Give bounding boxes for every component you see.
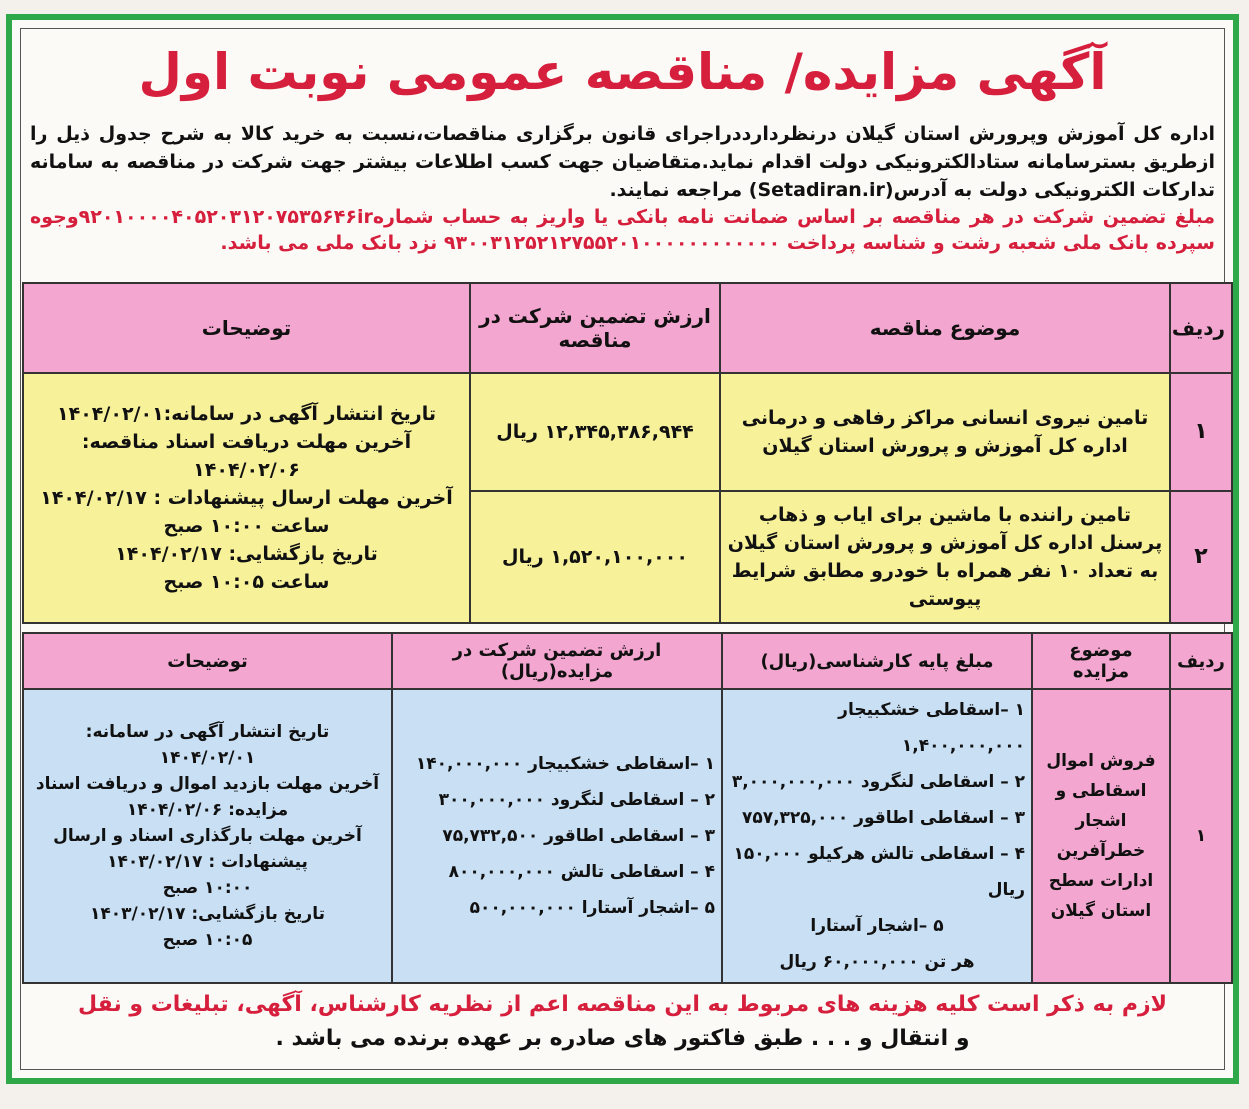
tender-header-row [23, 283, 1232, 373]
page-title: آگهی مزایده/ مناقصه عمومی نوبت اول [138, 43, 1107, 101]
auction-guarantee-line: ۵ –اشجار آستارا ۵۰۰,۰۰۰,۰۰۰ [469, 898, 715, 918]
auction-guarantee-line: ۱ –اسقاطی خشکبیجار ۱۴۰,۰۰۰,۰۰۰ [415, 754, 715, 774]
auction-note-line: ۱۰:۰۰ صبح [162, 878, 253, 898]
auction-guarantee-line: ۴ – اسقاطی تالش ۸۰۰,۰۰۰,۰۰۰ [448, 862, 715, 882]
auction-note-line: ۱۰:۰۵ صبح [162, 930, 253, 950]
auction-base-line: ۲ – اسقاطی لنگرود ۳,۰۰۰,۰۰۰,۰۰۰ [731, 772, 1025, 792]
tender-note-line: آخرین مهلت ارسال پیشنهادات : ۱۴۰۴/۰۲/۱۷ [40, 487, 453, 509]
auction-guarantee-cell [392, 689, 722, 983]
tender-note-line: ساعت ۱۰:۰۰ صبح [163, 515, 330, 537]
tender-table [22, 282, 1233, 624]
auction-note-line: تاریخ انتشار آگهی در سامانه: [85, 722, 330, 742]
tender-row-1-subject: تامین نیروی انسانی مراکز رفاهی و درمانی اداره کل آموزش و پرورش استان گیلان [720, 373, 1170, 491]
footer-note [26, 988, 1219, 1056]
table-row [23, 689, 1232, 983]
table-row [23, 373, 1232, 491]
auction-header-base: مبلغ پایه کارشناسی(ریال) [722, 633, 1032, 689]
footer-line-2: و انتقال و . . . طبق فاکتور های صادره بر عهده برنده می باشد . [275, 1026, 970, 1051]
deposit-paragraph: مبلغ تضمین شرکت در هر مناقصه بر اساس ضمانت نامه بانکی یا واریز به حساب شماره‌۹۲۰۱۰۰۰۰۴۰۵۲۰۳۱۲۰۷۵۳۵۶۴۶irوجوه سپرده بانک ملی شعبه رشت و شناسه پرداخت ۹۳۰۰۳۱۲۵۲۱۲۷۵۵۲۰۱۰۰۰۰۰۰۰۰۰۰۰۰ نزد بانک ملی می باشد. [30, 206, 1215, 254]
auction-guarantee-line: ۳ – اسقاطی اطاقور ۷۵,۷۳۲,۵۰۰ [442, 826, 715, 846]
tender-notes-cell [23, 373, 470, 623]
auction-note-line: تاریخ بازگشایی: ۱۴۰۳/۰۲/۱۷ [90, 904, 325, 924]
auction-notes-cell [23, 689, 392, 983]
tender-header-row-no: ردیف [1170, 283, 1232, 373]
tender-note-line: ساعت ۱۰:۰۵ صبح [163, 571, 330, 593]
tender-note-line: تاریخ انتشار آگهی در سامانه:۱۴۰۴/۰۲/۰۱ [57, 403, 436, 425]
auction-header-subject: موضوع مزایده [1032, 633, 1170, 689]
auction-base-line: ۳ – اسقاطی اطاقور ۷۵۷,۳۲۵,۰۰۰ [741, 808, 1025, 828]
tender-header-notes: توضیحات [23, 283, 470, 373]
auction-base-cell [722, 689, 1032, 983]
tender-row-2-guarantee: ۱,۵۲۰,۱۰۰,۰۰۰ ریال [470, 491, 720, 623]
auction-header-row [23, 633, 1232, 689]
auction-base-line: ۴ – اسقاطی تالش هرکیلو ۱۵۰,۰۰۰ ریال [733, 844, 1025, 900]
auction-guarantee-line: ۲ – اسقاطی لنگرود ۳۰۰,۰۰۰,۰۰۰ [438, 790, 715, 810]
auction-base-line: ۵ –اشجار آستارا [810, 916, 944, 936]
tender-row-1-no: ۱ [1170, 373, 1232, 491]
tender-row-1-guarantee: ۱۲,۳۴۵,۳۸۶,۹۴۴ ریال [470, 373, 720, 491]
tender-note-line: تاریخ بازگشایی: ۱۴۰۴/۰۲/۱۷ [115, 543, 378, 565]
auction-note-line: آخرین مهلت بازدید اموال و دریافت اسناد مزایده: ۱۴۰۴/۰۲/۰۶ [35, 774, 380, 820]
footer-line-1: لازم به ذکر است کلیه هزینه های مربوط به این مناقصه اعم از نظریه کارشناس، آگهی، تبلیغات و نقل [77, 992, 1168, 1017]
auction-header-notes: توضیحات [23, 633, 392, 689]
auction-header-guarantee: ارزش تضمین شرکت در مزایده(ریال) [392, 633, 722, 689]
tender-header-subject: موضوع مناقصه [720, 283, 1170, 373]
auction-base-line: ۱ –اسقاطی خشکبیجار ۱,۴۰۰,۰۰۰,۰۰۰ [838, 700, 1025, 756]
advertisement-frame [6, 14, 1239, 1084]
auction-subject: فروش اموال اسقاطی و اشجار خطرآفرین ادارات سطح استان گیلان [1032, 689, 1170, 983]
auction-note-line: آخرین مهلت بارگذاری اسناد و ارسال پیشنهادات : ۱۴۰۳/۰۲/۱۷ [53, 826, 362, 872]
auction-note-line: ۱۴۰۴/۰۲/۰۱ [159, 748, 256, 768]
auction-header-row-no: ردیف [1170, 633, 1232, 689]
tender-row-2-subject: تامین راننده با ماشین برای ایاب و ذهاب پرسنل اداره کل آموزش و پرورش استان گیلان به تعداد ۱۰ نفر همراه با خودرو مطابق شرایط پیوستی [720, 491, 1170, 623]
auction-base-line: هر تن ۶۰,۰۰۰,۰۰۰ ریال [779, 952, 975, 972]
tender-header-guarantee: ارزش تضمین شرکت در مناقصه [470, 283, 720, 373]
auction-table [22, 632, 1233, 984]
intro-paragraph: اداره کل آموزش وپرورش استان گیلان درنظرداردد‌راجرای قانون برگزاری مناقصات،نسبت به خرید کالا به شرح جدول ذیل را ازطریق بسترسامانه ستادالکترونیکی دولت اقدام نماید.متقاضیان جهت کسب اطلاعات بیشتر جهت شرکت در مناقصه به سامانه تدارکات الکترونیکی دولت به آدرس(Setadiran.ir) مراجعه نمایند. [30, 123, 1215, 201]
tender-note-line: ۱۴۰۴/۰۲/۰۶ [193, 459, 300, 481]
tender-note-line: آخرین مهلت دریافت اسناد مناقصه: [81, 431, 412, 453]
auction-row-no: ۱ [1170, 689, 1232, 983]
tender-row-2-no: ۲ [1170, 491, 1232, 623]
